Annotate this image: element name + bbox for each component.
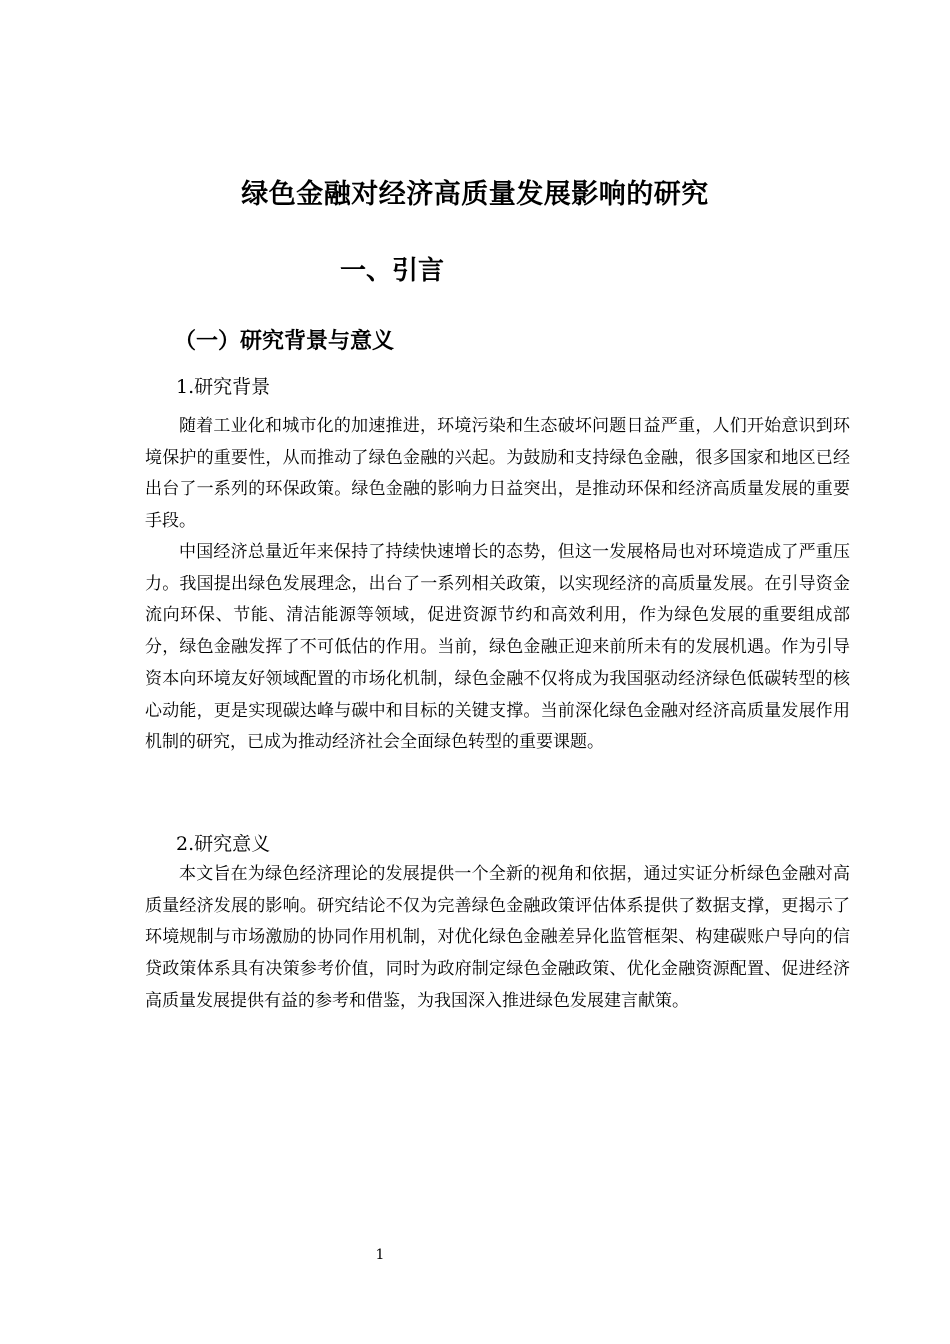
background-paragraph-1: 随着工业化和城市化的加速推进，环境污染和生态破坏问题日益严重，人们开始意识到环境保护的重要性，从而推动了绿色金融的兴起。为鼓励和支持绿色金融，很多国家和地区已经出台了一系列的环保政策。绿色金融的影响力日益突出，是推动环保和经济高质量发展的重要手段。 [145, 416, 850, 532]
document-title: 绿色金融对经济高质量发展影响的研究 [241, 179, 709, 210]
page-number: 1 [375, 1247, 385, 1263]
significance-paragraph: 本文旨在为绿色经济理论的发展提供一个全新的视角和依据，通过实证分析绿色金融对高质量经济发展的影响。研究结论不仅为完善绿色金融政策评估体系提供了数据支撑，更揭示了环境规制与市场激励的协同作用机制，对优化绿色金融差异化监管框架、构建碳账户导向的信贷政策体系具有决策参考价值，同时为政府制定绿色金融政策、优化金融资源配置、促进经济高质量发展提供有益的参考和借鉴，为我国深入推进绿色发展建言献策。 [145, 864, 850, 1011]
section-heading: 一、引言 [340, 256, 445, 286]
subsection-heading: （一）研究背景与意义 [174, 328, 395, 354]
significance-heading: 2.研究意义 [176, 833, 271, 855]
background-heading: 1.研究背景 [176, 376, 271, 398]
background-paragraph-2: 中国经济总量近年来保持了持续快速增长的态势，但这一发展格局也对环境造成了严重压力。我国提出绿色发展理念，出台了一系列相关政策，以实现经济的高质量发展。在引导资金流向环保、节能、清洁能源等领域，促进资源节约和高效利用，作为绿色发展的重要组成部分，绿色金融发挥了不可低估的作用。当前，绿色金融正迎来前所未有的发展机遇。作为引导资本向环境友好领域配置的市场化机制，绿色金融不仅将成为我国驱动经济绿色低碳转型的核心动能，更是实现碳达峰与碳中和目标的关键支撑。当前深化绿色金融对经济高质量发展作用机制的研究，已成为推动经济社会全面绿色转型的重要课题。 [145, 542, 850, 753]
